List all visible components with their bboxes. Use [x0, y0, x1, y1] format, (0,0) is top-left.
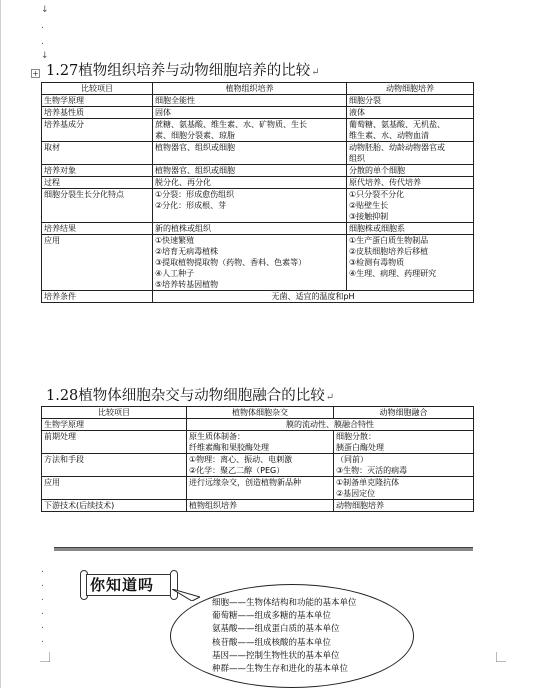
- row-label: 细胞分裂生长分化特点: [42, 189, 153, 223]
- plant-cell: 细胞全能性: [153, 95, 347, 107]
- table-move-handle[interactable]: +: [32, 69, 39, 78]
- row-label: 应用: [42, 235, 153, 291]
- animal-cell: 细胞分裂: [347, 95, 474, 107]
- column-header: 植物组织培养: [153, 83, 347, 95]
- merged-cell: 膜的流动性、膜融合特性: [187, 419, 474, 431]
- row-label: 培养对象: [42, 165, 153, 177]
- table-row: [42, 291, 474, 303]
- table-header-row: [42, 407, 474, 419]
- plant-cell: ①物理：离心、振动、电刺激 ②化学：聚乙二醇（PEG）: [187, 454, 334, 477]
- row-label: 下游技术(后续技术): [42, 500, 187, 512]
- row-label: 前期处理: [42, 431, 187, 454]
- row-label: 生物学原理: [42, 419, 187, 431]
- table-row: [42, 454, 474, 477]
- fact-line: 细胞——生物体结构和功能的基本单位: [212, 598, 357, 608]
- plant-cell: 植物组织培养: [187, 500, 334, 512]
- plant-cell: 植物器官、组织或细胞: [153, 142, 347, 165]
- plant-cell: ①分裂：形成愈伤组织 ②分化：形成根、芽: [153, 189, 347, 223]
- did-you-know-title: 你知道吗: [90, 576, 155, 594]
- row-label: 应用: [42, 477, 187, 500]
- section2-title: 1.28植物体细胞杂交与动物细胞融合的比较↵: [46, 388, 335, 404]
- animal-cell: 细胞分散： 胰蛋白酶处理: [334, 431, 474, 454]
- table-row: [42, 95, 474, 107]
- table-row: [42, 500, 474, 512]
- section-divider: [54, 547, 473, 551]
- column-header: 动物细胞培养: [347, 83, 474, 95]
- table-row: [42, 165, 474, 177]
- column-header: 动物细胞融合: [334, 407, 474, 419]
- animal-cell: ①只分裂不分化 ②贴壁生长 ③接触抑制: [347, 189, 474, 223]
- did-you-know-lines: [212, 597, 357, 676]
- animal-cell: 动物细胞培养: [334, 500, 474, 512]
- animal-cell: ①生产蛋白质生物制品 ②皮肤细胞培养后移植 ③检测有毒物质 ④生理、病理、药理研究: [347, 235, 474, 291]
- plant-cell: 植物器官、组织或细胞: [153, 165, 347, 177]
- animal-cell: 液体: [347, 107, 474, 119]
- row-label: 方法和手段: [42, 454, 187, 477]
- plant-cell: 固体: [153, 107, 347, 119]
- row-label: 过程: [42, 177, 153, 189]
- row-label: 生物学原理: [42, 95, 153, 107]
- animal-cell: ①制备单克隆抗体 ②基因定位: [334, 477, 474, 500]
- table-header-row: [42, 83, 474, 95]
- fact-line: 种群——生物生存和进化的基本单位: [212, 664, 349, 675]
- fact-line: 核苷酸——组成核酸的基本单位: [212, 637, 332, 648]
- fact-line: 氨基酸——组成蛋白质的基本单位: [212, 624, 340, 635]
- corner-mark-right: [496, 652, 506, 662]
- row-label: 培养基性质: [42, 107, 153, 119]
- corner-mark-left: [40, 652, 50, 662]
- table-row: [42, 223, 474, 235]
- column-header: 植物体细胞杂交: [187, 407, 334, 419]
- row-label: 培养条件: [42, 291, 153, 303]
- table-row: [42, 119, 474, 142]
- column-header: 比较项目: [42, 407, 187, 419]
- plant-cell: 原生质体制备： 纤维素酶和果胶酶处理: [187, 431, 334, 454]
- plant-cell: 进行远缘杂交，创造植物新品种: [187, 477, 334, 500]
- column-header: 比较项目: [42, 83, 153, 95]
- animal-cell: 动物胚胎、幼龄动物器官或 组织: [347, 142, 474, 165]
- table-row: [42, 177, 474, 189]
- animal-cell: 葡萄糖、氨基酸、无机盐、 维生素、水、动物血清: [347, 119, 474, 142]
- row-label: 取材: [42, 142, 153, 165]
- animal-cell: （同前） ③生物：灭活的病毒: [334, 454, 474, 477]
- table-row: [42, 431, 474, 454]
- table-row: [42, 235, 474, 291]
- plant-cell: 新的植株或组织: [153, 223, 347, 235]
- merged-cell: 无菌、适宜的温度和pH: [153, 291, 474, 303]
- plant-cell: ①快速繁殖 ②培育无病毒植株 ③提取植物提取物（药物、香料、色素等） ④人工种子 ⑤培养转基因植物: [153, 235, 347, 291]
- fact-line: 葡萄糖——组成多糖的基本单位: [212, 611, 332, 622]
- section1-title: 1.27植物组织培养与动物细胞培养的比较↵: [46, 63, 320, 79]
- animal-cell: 原代培养、传代培养: [347, 177, 474, 189]
- fact-line: 基因——控制生物性状的基本单位: [212, 650, 340, 661]
- table-row: [42, 419, 474, 431]
- table-row: [42, 189, 474, 223]
- row-label: 培养基成分: [42, 119, 153, 142]
- animal-cell: 细胞株或细胞系: [347, 223, 474, 235]
- table-row: [42, 477, 474, 500]
- plant-cell: 蔗糖、氨基酸、维生素、水、矿物质、生长 素、细胞分裂素、琼脂: [153, 119, 347, 142]
- table-row: [42, 107, 474, 119]
- table-row: [42, 142, 474, 165]
- animal-cell: 分散的单个细胞: [347, 165, 474, 177]
- row-label: 培养结果: [42, 223, 153, 235]
- plant-cell: 脱分化、再分化: [153, 177, 347, 189]
- plant-animal-culture-table: [41, 82, 474, 303]
- cell-fusion-table: [41, 406, 474, 512]
- bubble-tail-icon: [172, 589, 200, 601]
